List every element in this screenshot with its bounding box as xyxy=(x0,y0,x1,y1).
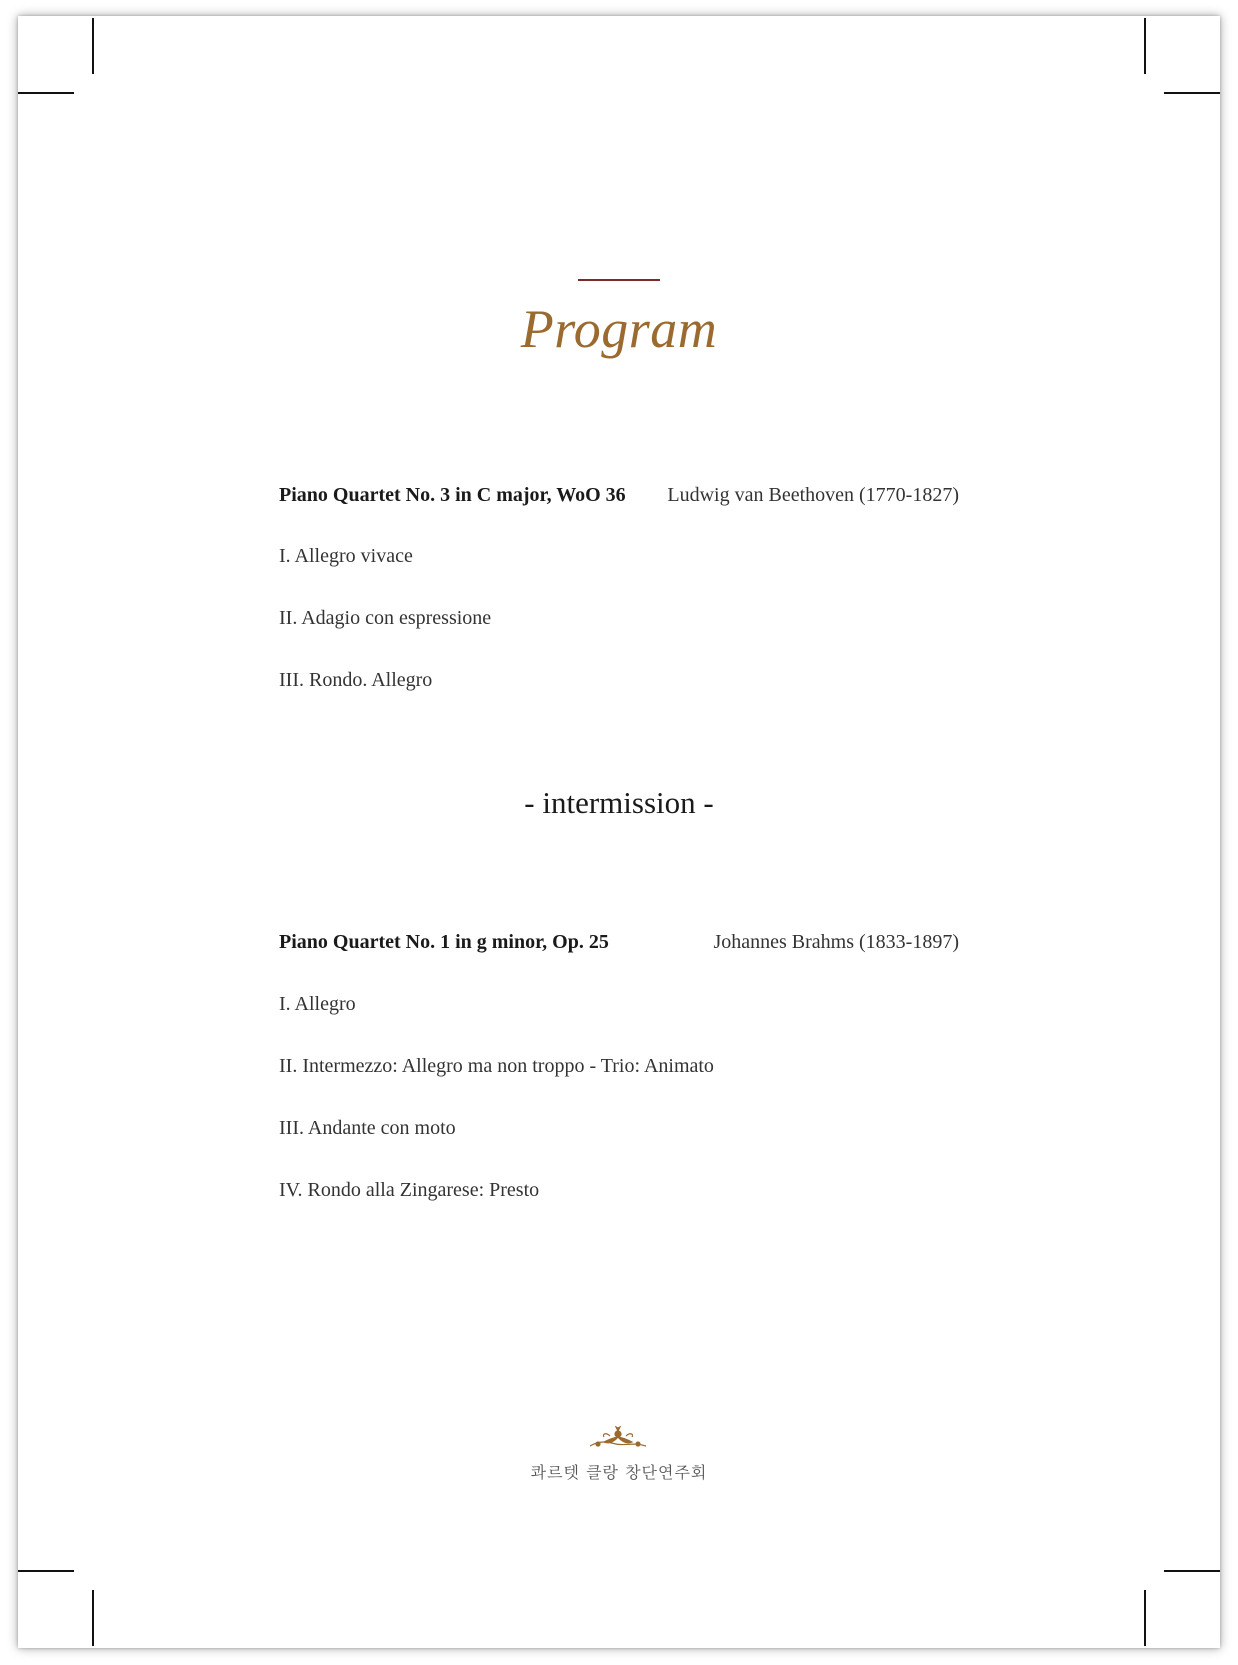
movement-item: II. Adagio con espressione xyxy=(279,607,492,629)
ensemble-name: 콰르텟 클랑 창단연주회 xyxy=(530,1463,708,1482)
piece-header xyxy=(279,480,959,510)
piece-composer: Johannes Brahms (1833-1897) xyxy=(713,931,959,953)
movement-item: III. Andante con moto xyxy=(279,1117,456,1139)
piece-header xyxy=(279,927,959,957)
flourish-ornament-icon xyxy=(586,1424,650,1452)
crop-mark-bottom-left-h xyxy=(18,1570,74,1572)
crop-mark-top-right-v xyxy=(1144,18,1146,74)
intermission-label: - intermission - xyxy=(524,785,714,820)
movement-item: IV. Rondo alla Zingarese: Presto xyxy=(279,1179,540,1201)
program-page xyxy=(18,16,1220,1648)
page-title: Program xyxy=(520,299,718,359)
title-rule xyxy=(578,279,660,281)
crop-mark-top-left-v xyxy=(92,18,94,74)
crop-mark-bottom-left-v xyxy=(92,1590,94,1646)
movement-item: I. Allegro xyxy=(279,993,356,1015)
movement-item: III. Rondo. Allegro xyxy=(279,669,433,691)
piece-title: Piano Quartet No. 3 in C major, WoO 36 xyxy=(279,484,626,506)
crop-mark-bottom-right-h xyxy=(1164,1570,1220,1572)
piece-composer: Ludwig van Beethoven (1770-1827) xyxy=(667,484,959,506)
crop-mark-bottom-right-v xyxy=(1144,1590,1146,1646)
crop-mark-top-right-h xyxy=(1164,92,1220,94)
movement-item: II. Intermezzo: Allegro ma non troppo - Trio: Animato xyxy=(279,1055,714,1077)
crop-mark-top-left-h xyxy=(18,92,74,94)
movement-item: I. Allegro vivace xyxy=(279,545,413,567)
piece-title: Piano Quartet No. 1 in g minor, Op. 25 xyxy=(279,931,609,953)
